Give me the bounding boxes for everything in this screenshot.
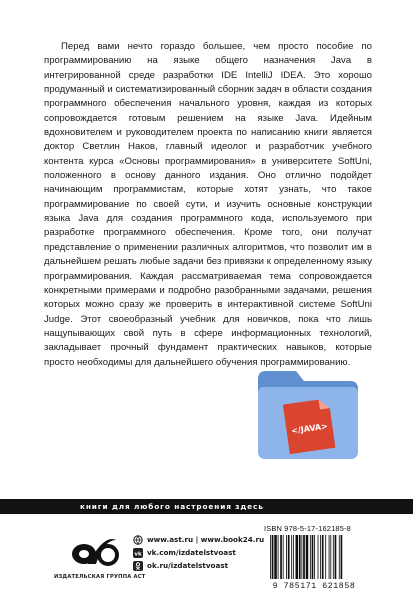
book-description: Перед вами нечто гораздо большее, чем просто пособие по программированию на языке общего назначения Java в интегрированной среде разработки IDE IntelliJ IDEA. Это хорошо продуманный и систематизированный сборник задач в области создания программного обеспечения начального уровня, каждая из которых сопровождается готовым решением на языке Java. Идейным вдохновителем и руководителем проекта по написанию книги является доктор Светлин Наков, главный идеолог и разработчик учебного контента курса «Основы программирования» в университете SoftUni, положенного в основу данного издания. Оно отлично подойдет начинающим программистам, которые хотят узнать, что такое программирование по своей сути, и изучить основные конструкции языка Java для создания программного кода, используемого при разработке программного обеспечения. Кроме того, они получат представление о применении различных алгоритмов, что позволит им в дальнейшем решать любые задачи без привязки к определенному языку программирования. Каждая рассматриваемая тема сопровождается конкретными примерами и подробно разобранными задачами, решения которых можно сразу же проверить в интерактивной системе SoftUni Judge. Этот своеобразный учебник для новичков, пока что лишь нащупывающих свой путь в сфере информационных технологий, закладывает прочный фундамент практических навыков, которые просто необходимы для дальнейшего обучения программированию. <box>44 41 372 368</box>
barcode-bar <box>296 535 299 579</box>
vk-icon <box>133 548 143 558</box>
publisher-links <box>133 533 264 572</box>
barcode-bar <box>341 535 343 579</box>
barcode-bar <box>306 535 309 579</box>
vk-link: vk.com/izdatelstvoast <box>147 548 236 557</box>
barcode-bar <box>291 535 292 579</box>
web-links: www.ast.ru | www.book24.ru <box>147 535 265 544</box>
web-link-row[interactable] <box>133 533 264 546</box>
ok-link: ok.ru/izdatelstvoast <box>147 561 229 570</box>
barcode-bar <box>335 535 337 579</box>
java-folder-illustration <box>252 357 364 467</box>
barcode-bar <box>314 535 315 579</box>
barcode-bar <box>322 535 324 579</box>
tagline: книги для любого настроения здесь <box>80 502 264 511</box>
barcode-digits: 9 785171 621858 <box>272 582 356 589</box>
ok-link-row[interactable] <box>133 559 264 572</box>
svg-text:vk: vk <box>134 550 142 557</box>
barcode-bar <box>339 535 340 579</box>
globe-icon <box>133 535 143 545</box>
barcode-bar <box>270 535 271 579</box>
barcode-bar <box>288 535 290 579</box>
barcode-bar <box>310 535 311 579</box>
ast-logo <box>64 528 120 568</box>
barcode-bar <box>278 535 279 579</box>
java-label: </JAVA> <box>290 421 329 436</box>
barcode-bar <box>325 535 326 579</box>
vk-link-row[interactable] <box>133 546 264 559</box>
barcode-bar <box>293 535 294 579</box>
barcode-bar <box>303 535 305 579</box>
ok-icon <box>133 561 143 571</box>
barcode-bar <box>320 535 321 579</box>
barcode-bar <box>299 535 301 579</box>
barcode-bar <box>301 535 302 579</box>
barcode-bar <box>333 535 334 579</box>
barcode-bar <box>272 535 274 579</box>
barcode-bar <box>312 535 314 579</box>
isbn-label: ISBN 978-5-17-162185-8 <box>264 524 351 533</box>
barcode-bar <box>283 535 284 579</box>
barcode-bar <box>330 535 331 579</box>
barcode-bar <box>274 535 277 579</box>
barcode-bar <box>329 535 330 579</box>
barcode-bar <box>286 535 287 579</box>
barcode-bar <box>318 535 319 579</box>
isbn-barcode <box>262 535 366 589</box>
barcode-bar <box>280 535 282 579</box>
publisher-name: ИЗДАТЕЛЬСКАЯ ГРУППА АСТ <box>54 574 146 580</box>
